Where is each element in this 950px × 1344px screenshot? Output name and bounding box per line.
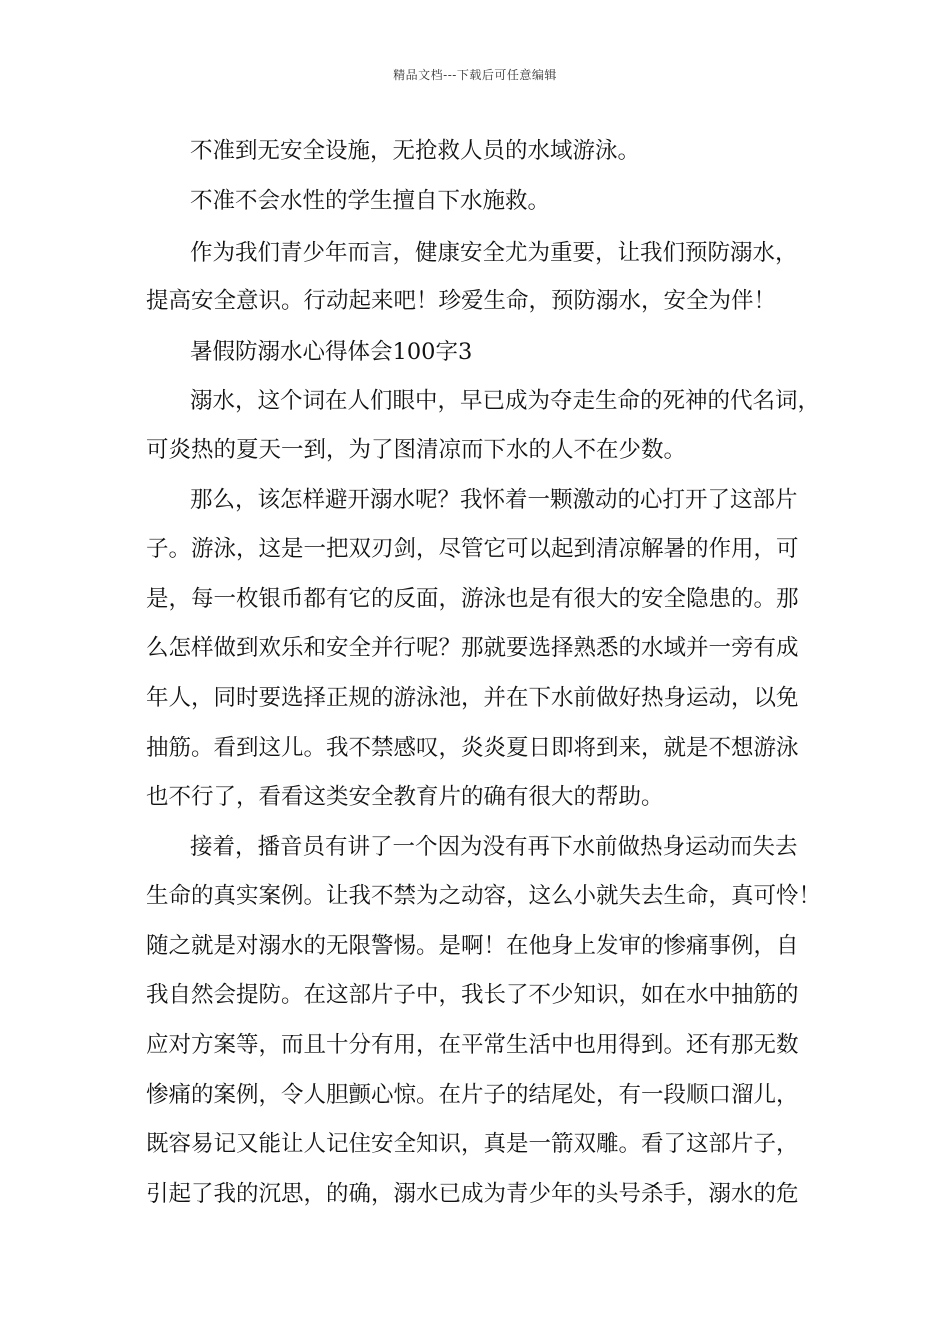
text-line: 接着，播音员有讲了一个因为没有再下水前做热身运动而失去	[190, 834, 798, 860]
text-line: 生命的真实案例。让我不禁为之动容，这么小就失去生命，真可怜！	[146, 883, 822, 909]
text-line: 年人，同时要选择正规的游泳池，并在下水前做好热身运动，以免	[146, 685, 799, 711]
page-header: 精品文档---下载后可任意编辑	[393, 68, 557, 82]
text-line: 么怎样做到欢乐和安全并行呢？那就要选择熟悉的水域并一旁有成	[146, 635, 799, 661]
text-line: 是，每一枚银币都有它的反面，游泳也是有很大的安全隐患的。那	[146, 586, 799, 612]
text-line: 随之就是对溺水的无限警惕。是啊！在他身上发审的惨痛事例，自	[146, 933, 799, 959]
text-line: 作为我们青少年而言，健康安全尤为重要，让我们预防溺水，	[190, 240, 798, 266]
text-line: 不准到无安全设施，无抢救人员的水域游泳。	[190, 138, 641, 164]
text-line: 应对方案等，而且十分有用，在平常生活中也用得到。还有那无数	[146, 1032, 799, 1058]
text-line: 可炎热的夏天一到，为了图清凉而下水的人不在少数。	[146, 437, 687, 463]
text-line: 提高安全意识。行动起来吧！珍爱生命，预防溺水，安全为伴！	[146, 288, 777, 314]
text-line: 也不行了，看看这类安全教育片的确有很大的帮助。	[146, 784, 664, 810]
text-line: 不准不会水性的学生擅自下水施救。	[190, 188, 551, 214]
text-line: 既容易记又能让人记住安全知识，真是一箭双雕。看了这部片子，	[146, 1131, 799, 1157]
text-line: 抽筋。看到这儿。我不禁感叹，炎炎夏日即将到来，就是不想游泳	[146, 735, 799, 761]
text-line: 那么，该怎样避开溺水呢？我怀着一颗激动的心打开了这部片	[190, 487, 798, 513]
text-line: 惨痛的案例，令人胆颤心惊。在片子的结尾处，有一段顺口溜儿，	[146, 1082, 799, 1108]
text-line: 溺水，这个词在人们眼中，早已成为夺走生命的死神的代名词，	[190, 388, 821, 414]
text-line: 子。游泳，这是一把双刃剑，尽管它可以起到清凉解暑的作用，可	[146, 536, 799, 562]
text-line: 我自然会提防。在这部片子中，我长了不少知识，如在水中抽筋的	[146, 982, 799, 1008]
text-line: 引起了我的沉思，的确，溺水已成为青少年的头号杀手，溺水的危	[146, 1181, 799, 1207]
section-heading: 暑假防溺水心得体会100字3	[190, 339, 473, 365]
